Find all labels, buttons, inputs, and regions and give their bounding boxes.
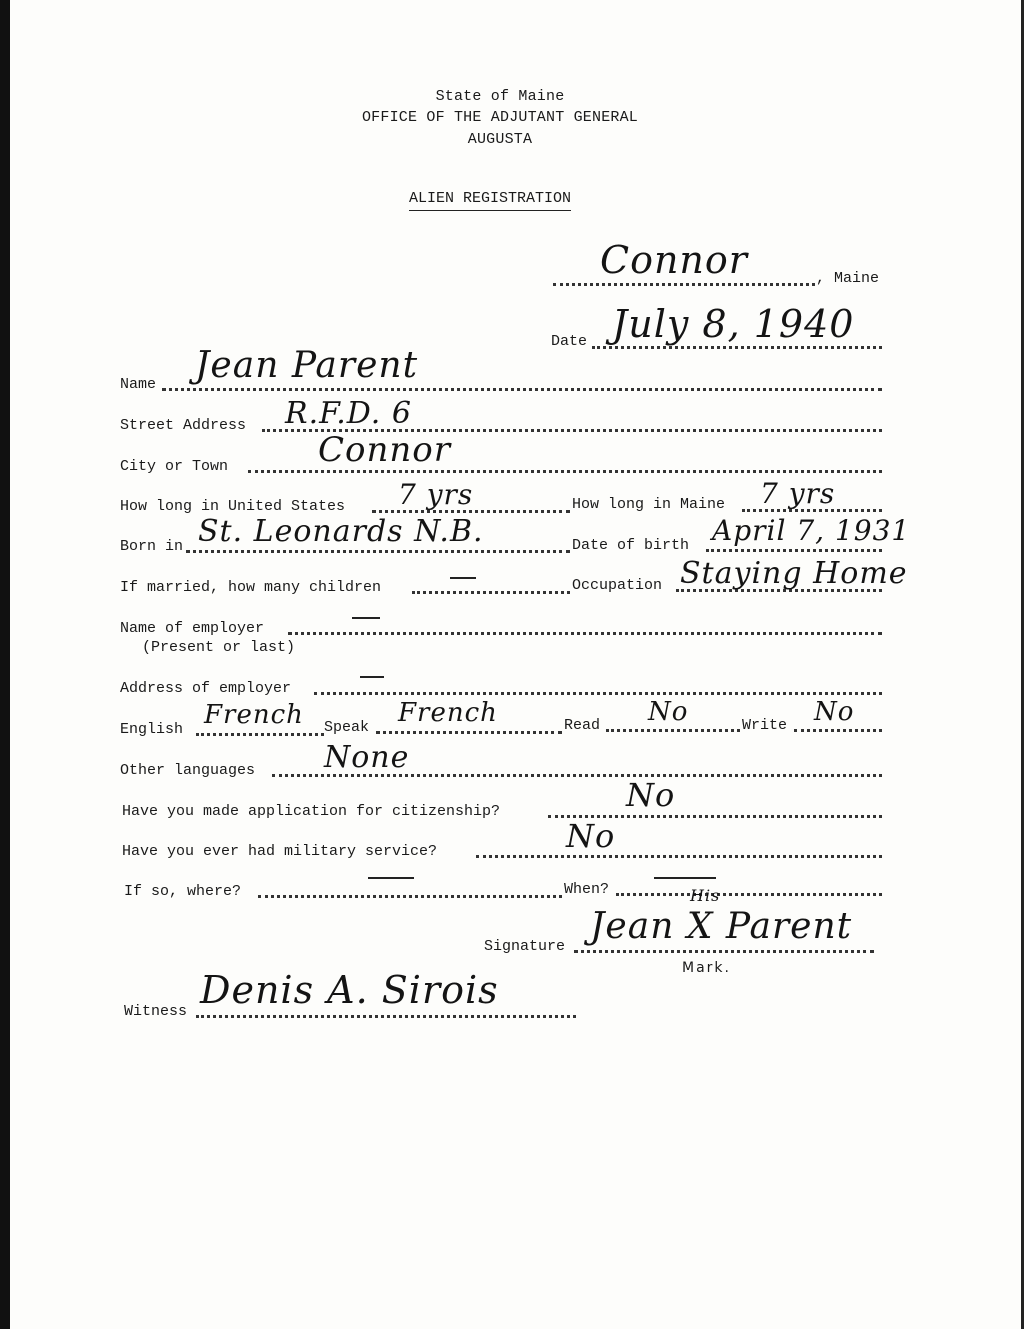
- born-label: Born in: [120, 538, 184, 555]
- name-value: Jean Parent: [195, 345, 419, 386]
- name-label: Name: [120, 376, 157, 393]
- employer-dots: [288, 632, 882, 635]
- other-languages-label: Other languages: [120, 762, 256, 779]
- maine-duration-label: How long in Maine: [572, 496, 726, 513]
- employer-address-dots: [314, 692, 882, 695]
- dob-value: April 7, 1931: [712, 514, 911, 547]
- place-value: Connor: [600, 238, 748, 282]
- citizenship-value: No: [626, 776, 676, 814]
- signature-above: His: [690, 886, 721, 905]
- where-label: If so, where?: [124, 883, 242, 900]
- occupation-label: Occupation: [572, 577, 663, 594]
- military-value: No: [566, 817, 616, 855]
- city-value: Connor: [318, 430, 452, 470]
- occupation-value: Staying Home: [680, 556, 908, 591]
- witness-label: Witness: [124, 1003, 188, 1020]
- english-label: English: [120, 721, 184, 738]
- military-label: Have you ever had military service?: [122, 843, 438, 860]
- write-value: No: [814, 697, 855, 727]
- scan-edge-left: [0, 0, 10, 1329]
- when-value-dash: [654, 877, 716, 879]
- born-value: St. Leonards N.B.: [198, 514, 484, 549]
- english-value: French: [204, 700, 304, 730]
- header-city: AUGUSTA: [467, 131, 533, 148]
- where-value-dash: [368, 877, 414, 879]
- date-label: Date: [551, 333, 588, 350]
- us-duration-value: 7 yrs: [398, 478, 474, 511]
- read-label: Read: [564, 717, 601, 734]
- write-dots: [794, 729, 882, 732]
- english-dots: [196, 733, 324, 736]
- employer-address-value-dash: [360, 676, 384, 678]
- signature-value: Jean X Parent: [590, 906, 853, 947]
- born-dots: [186, 550, 570, 553]
- speak-value: French: [398, 698, 498, 728]
- city-dots: [248, 470, 882, 473]
- read-value: No: [648, 697, 689, 727]
- signature-dots: [574, 950, 874, 953]
- maine-duration-value: 7 yrs: [760, 477, 836, 510]
- dob-label: Date of birth: [572, 537, 690, 554]
- speak-dots: [376, 731, 562, 734]
- other-languages-value: None: [324, 740, 410, 775]
- street-value: R.F.D. 6: [285, 396, 412, 431]
- witness-dots: [196, 1015, 576, 1018]
- us-duration-label: How long in United States: [120, 498, 346, 515]
- date-value: July 8, 1940: [612, 302, 855, 346]
- children-dots: [412, 591, 570, 594]
- employer-sublabel: (Present or last): [142, 639, 296, 656]
- signature-below: Mark.: [682, 960, 731, 976]
- when-dots: [616, 893, 882, 896]
- header-office: OFFICE OF THE ADJUTANT GENERAL: [361, 109, 639, 126]
- write-label: Write: [742, 717, 788, 734]
- place-suffix: , Maine: [816, 270, 880, 287]
- read-dots: [606, 729, 740, 732]
- children-label: If married, how many children: [120, 579, 382, 596]
- children-value-dash: [450, 577, 476, 579]
- where-dots: [258, 895, 562, 898]
- witness-value: Denis A. Sirois: [200, 968, 499, 1012]
- dob-dots: [706, 549, 882, 552]
- signature-label: Signature: [484, 938, 566, 955]
- place-dots: [553, 283, 815, 286]
- header-state: State of Maine: [435, 88, 565, 105]
- military-dots: [476, 855, 882, 858]
- name-dots: [162, 388, 882, 391]
- employer-value-dash: [352, 617, 380, 619]
- form-title: ALIEN REGISTRATION: [409, 190, 571, 211]
- street-label: Street Address: [120, 417, 247, 434]
- city-label: City or Town: [120, 458, 229, 475]
- employer-label: Name of employer: [120, 620, 265, 637]
- speak-label: Speak: [324, 719, 370, 736]
- when-label: When?: [564, 881, 610, 898]
- citizenship-label: Have you made application for citizenship?: [122, 803, 501, 820]
- date-dots: [592, 346, 882, 349]
- employer-address-label: Address of employer: [120, 680, 292, 697]
